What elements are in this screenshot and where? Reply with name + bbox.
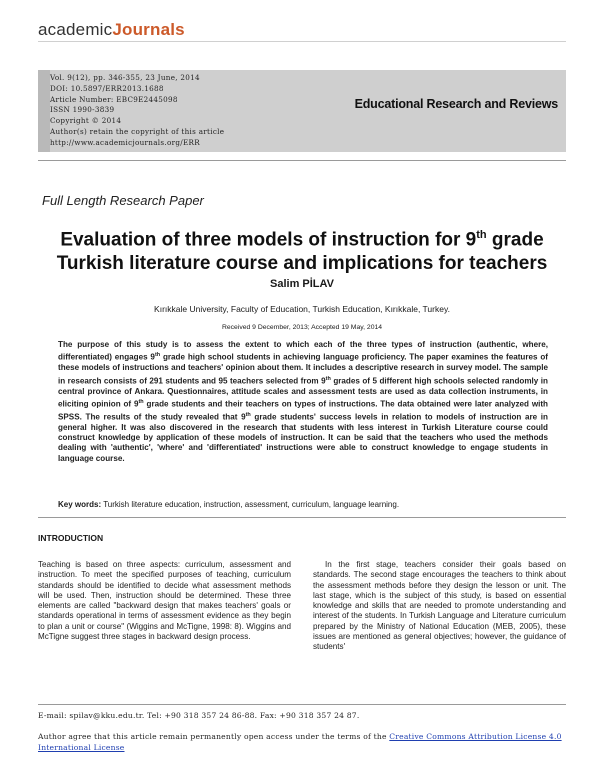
meta-volume: Vol. 9(12), pp. 346-355, 23 June, 2014: [50, 73, 200, 82]
meta-issn: ISSN 1990-3839: [50, 105, 115, 115]
abstract-superscript: th: [245, 411, 251, 418]
keywords: [58, 500, 548, 509]
author-name: Salim PİLAV: [270, 278, 334, 290]
logo-text-journals: Journals: [112, 20, 185, 39]
received-dates: Received 9 December, 2013; Accepted 19 May, 2014: [221, 324, 383, 331]
corresponding-email: E-mail: spilav@kku.edu.tr. Tel: +90 318 357 24 86-88. Fax: +90 318 357 24 87.: [38, 711, 360, 720]
title-line-1: [38, 223, 566, 252]
body-column-left: Teaching is based on three aspects: curriculum, assessment and instruction. To meet the specified purposes of teaching, curriculum standards should be identified to decide what assessment methods will be used. Then, instruction should be determined. These three elements are called "backward design that makes teachers' goals or standards operational in terms of assessment evidence as they begin to plan a unit or course" (Wiggins and McTigne, 1998: 8). Wiggins and McTigne suggest three stages in backward design process.: [38, 560, 291, 642]
author-affiliation: Kırıkkale University, Faculty of Education, Turkish Education, Kırıkkale, Turkey.: [154, 304, 450, 314]
section-heading-introduction: INTRODUCTION: [38, 533, 104, 543]
footer-divider: [38, 704, 566, 705]
keywords-label: Key words:: [58, 500, 102, 509]
abstract-text: The purpose of this study is to assess the extent to which each of the three types of instruction (authentic, where, differentiated) engages 9: [58, 340, 548, 362]
logo-text-academic: academic: [38, 20, 113, 39]
license-notice: [38, 731, 566, 753]
abstract-superscript: th: [154, 352, 161, 359]
abstract-superscript: th: [325, 375, 331, 382]
title-superscript: th: [476, 229, 487, 241]
keywords-divider: [38, 517, 566, 518]
license-link[interactable]: Creative Commons Attribution License 4.0 International License: [38, 732, 562, 752]
logo-underline: [38, 41, 566, 42]
header-divider: [38, 160, 566, 161]
abstract-text: grade students and their teachers on types of instructions. The data obtained were later analyzed with SPSS. The results of the study revealed that 9: [58, 399, 548, 422]
paper-title: [38, 223, 566, 276]
license-text: Author agree that this article remain permanently open access under the terms of the: [38, 732, 390, 741]
meta-copyright: Copyright © 2014: [50, 116, 122, 126]
body-column-right: In the first stage, teachers consider their goals based on standards. The second stage encourages the teachers to think about the assessment methods before they design the lesson or unit. The last stage, which is the subject of this study, is based on essential knowledge and skills that are needed to promote understanding and interest of the students. In Turkish Language and Literature curriculum prepared by the Ministry of National Education (MEB, 2005), these issues are mentioned as general objectives; however, the guidance of students': [313, 560, 566, 652]
journal-name: Educational Research and Reviews: [354, 97, 558, 111]
keywords-list: Turkish literature education, instruction, assessment, curriculum, language learning.: [101, 500, 400, 509]
article-metadata-box: [38, 70, 566, 152]
abstract-superscript: th: [138, 398, 144, 405]
abstract-text: grade high school students in achieving language proficiency. The paper examines the features of these models of instructions and teachers' opinion about them. It includes a descriptive research in survey model. The sample in research consists of 291 students and 95 teachers selected from 9: [58, 352, 548, 386]
publisher-logo: [38, 20, 185, 40]
article-metadata: [50, 73, 224, 149]
abstract: [58, 340, 548, 464]
abstract-text: grade students' success levels in relation to models of instruction are in general higher. It was also discovered in the research that students with less interest in Turkish Literature course could construct knowledge by application of these models of instruction. It can be said that the teachers who used the methods dealing with 'authentic', 'where' and 'differentiated' instructions were able to construct knowledge to engage students in language course.: [58, 412, 548, 463]
abstract-text: grades of 5 different high schools selected randomly in central province of Ankara. Questionnaires, attitude scales and assessment tests are used as data collection instruments, in eliciting opinion of 9: [58, 376, 548, 409]
section-label: Full Length Research Paper: [42, 193, 204, 208]
meta-url[interactable]: http://www.academicjournals.org/ERR: [50, 137, 200, 147]
title-text: grade: [486, 229, 544, 251]
title-text: Evaluation of three models of instruction for 9: [60, 229, 477, 251]
metadata-strip: [38, 70, 50, 152]
title-line-2: Turkish literature course and implications for teachers: [56, 253, 548, 275]
meta-article-number: Article Number: EBC9E2445098: [50, 94, 178, 104]
meta-doi: DOI: 10.5897/ERR2013.1688: [50, 83, 164, 93]
meta-rights: Author(s) retain the copyright of this article: [50, 126, 225, 136]
